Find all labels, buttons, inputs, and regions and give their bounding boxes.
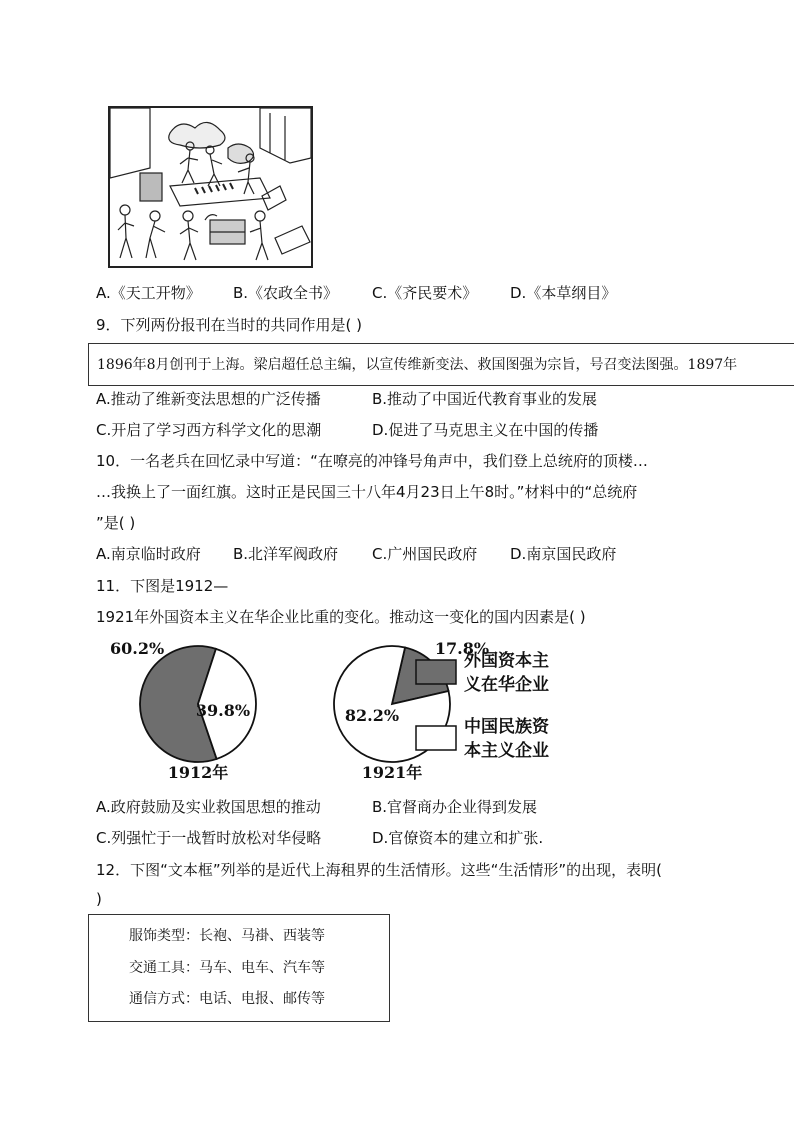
pie-0-label-0: 60.2% — [110, 639, 165, 658]
q10-option-b[interactable]: B.北洋军阀政府 — [233, 545, 339, 563]
q9-option-c[interactable]: C.开启了学习西方科学文化的思潮 — [96, 421, 322, 439]
q10-option-a[interactable]: A.南京临时政府 — [96, 545, 201, 563]
q10-line-2: …我换上了一面红旗。这时正是民国三十八年4月23日上午8时。”材料中的“总统府 — [96, 483, 638, 501]
q8-option-b[interactable]: B.《农政全书》 — [233, 284, 339, 302]
legend-label-1-line2: 本主义企业 — [464, 741, 549, 761]
q10-line-1: 10．一名老兵在回忆录中写道：“在嘹亮的冲锋号角声中，我们登上总统府的顶楼… — [96, 452, 648, 470]
legend-label-1-line1: 中国民族资 — [464, 717, 549, 737]
q9-option-d[interactable]: D.促进了马克思主义在中国的传播 — [372, 421, 599, 439]
q12-line-2: ) — [96, 890, 102, 908]
q10-option-c[interactable]: C.广州国民政府 — [372, 545, 478, 563]
q11-line-2: 1921年外国资本主义在华企业比重的变化。推动这一变化的国内因素是( ) — [96, 608, 586, 626]
legend-label-0-line1: 外国资本主 — [464, 651, 549, 671]
q11-option-b[interactable]: B.官督商办企业得到发展 — [372, 798, 538, 816]
q8-option-c[interactable]: C.《齐民要术》 — [372, 284, 478, 302]
pie-1-label-0: 17.8% — [434, 639, 490, 658]
legend-swatch-0 — [416, 660, 456, 684]
q11-option-d[interactable]: D.官僚资本的建立和扩张. — [372, 829, 544, 847]
q10-line-3: ”是( ) — [96, 514, 136, 532]
q8-illustration — [108, 106, 313, 268]
workshop-drawing — [110, 108, 311, 266]
q8-option-d[interactable]: D.《本草纲目》 — [510, 284, 617, 302]
q9-material-box — [88, 343, 794, 386]
q12-box-line-2: 交通工具：马车、电车、汽车等 — [129, 960, 325, 976]
q12-line-1: 12．下图“文本框”列举的是近代上海租界的生活情形。这些“生活情形”的出现，表明( — [96, 861, 663, 879]
legend-swatch-1 — [416, 726, 456, 750]
q9-option-a[interactable]: A.推动了维新变法思想的广泛传播 — [96, 390, 321, 408]
pie-1-title: 1921年 — [361, 763, 423, 782]
q10-option-d[interactable]: D.南京国民政府 — [510, 545, 617, 563]
q12-box-line-3: 通信方式：电话、电报、邮传等 — [129, 991, 325, 1007]
q11-option-a[interactable]: A.政府鼓励及实业救国思想的推动 — [96, 798, 321, 816]
q9-material-text: 1896年8月创刊于上海。梁启超任总主编，以宣传维新变法、救国图强为宗旨，号召变法图强。1897年 — [97, 357, 738, 373]
pie-charts-svg — [92, 638, 592, 788]
pie-1-label-1: 82.2% — [344, 706, 400, 725]
legend-label-0-line2: 义在华企业 — [464, 675, 549, 695]
q9-option-b[interactable]: B.推动了中国近代教育事业的发展 — [372, 390, 598, 408]
q8-option-a[interactable]: A.《天工开物》 — [96, 284, 201, 302]
q11-option-c[interactable]: C.列强忙于一战暂时放松对华侵略 — [96, 829, 322, 847]
pie-0-title: 1912年 — [167, 763, 229, 782]
q12-text-box — [88, 914, 390, 1022]
q12-box-line-1: 服饰类型：长袍、马褂、西装等 — [129, 928, 325, 944]
q11-line-1: 11．下图是1912— — [96, 577, 229, 595]
q9-stem: 9．下列两份报刊在当时的共同作用是( ) — [96, 316, 363, 334]
q11-pie-chart-figure — [92, 638, 592, 788]
pie-0-label-1: 39.8% — [195, 701, 251, 720]
